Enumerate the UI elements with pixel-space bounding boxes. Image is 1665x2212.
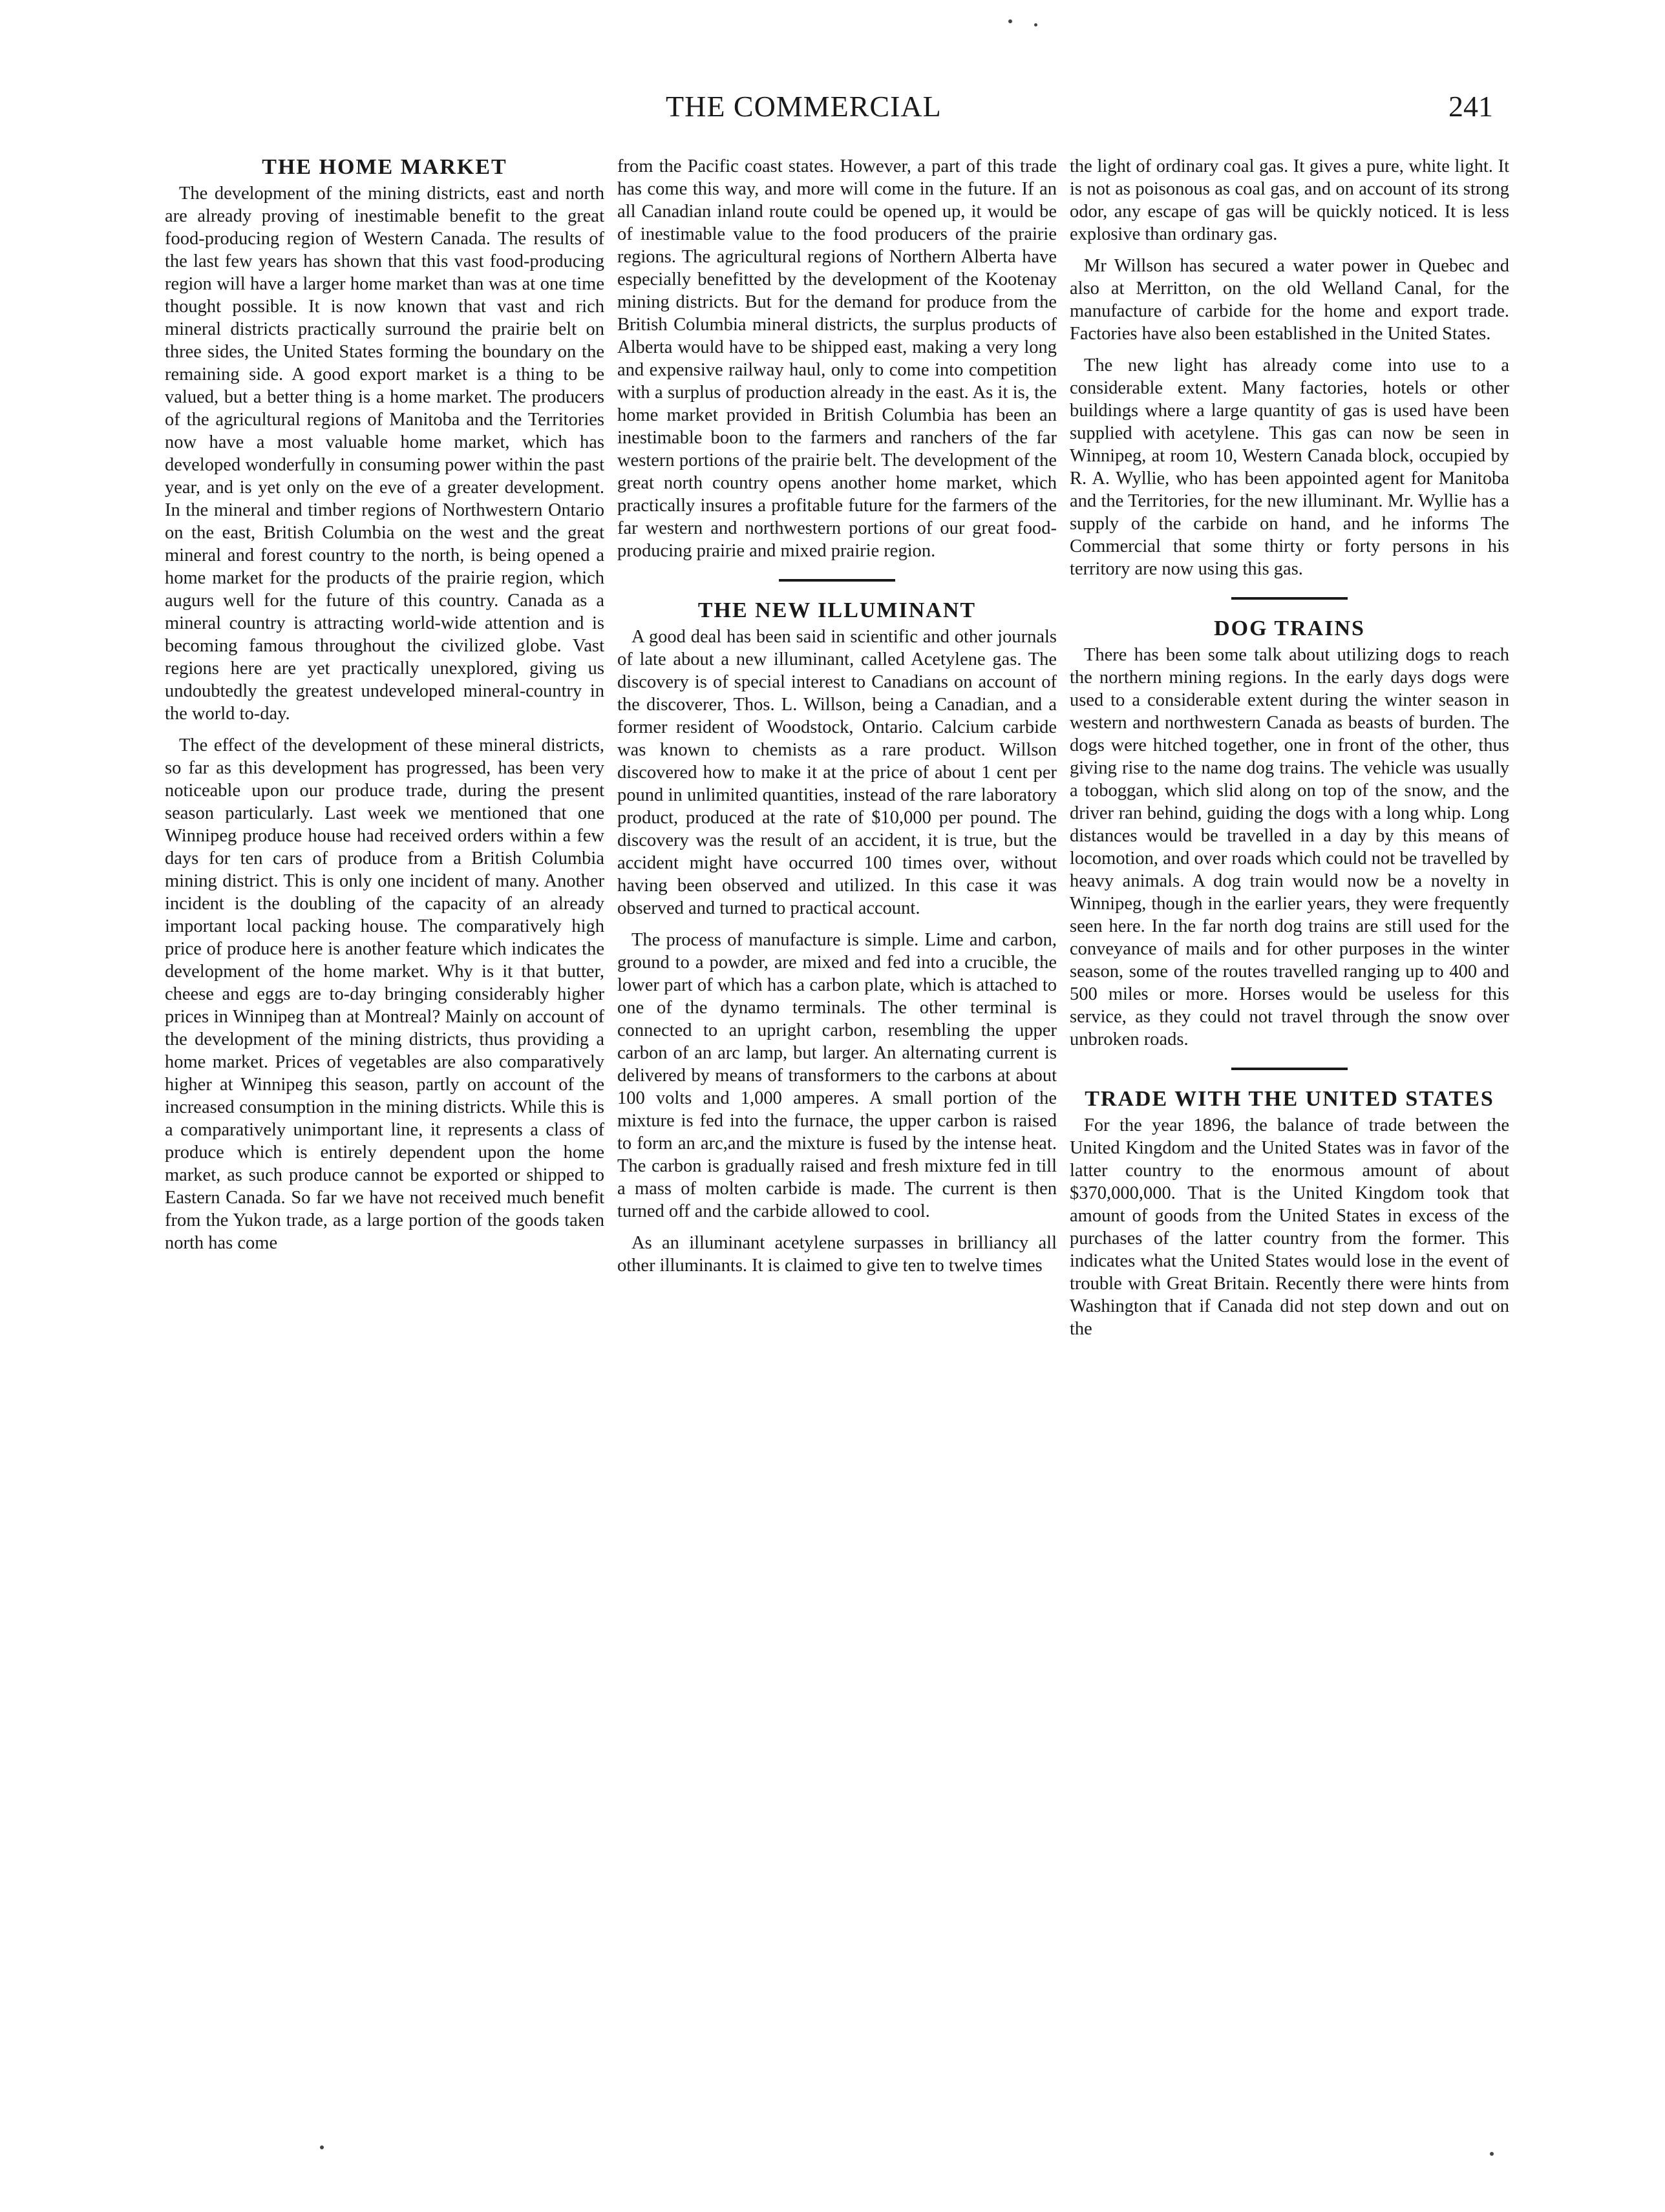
article-dog-trains [1070, 616, 1509, 1051]
section-divider [779, 579, 895, 582]
article-new-illuminant-continued [1070, 155, 1509, 580]
headline-home-market: THE HOME MARKET [262, 155, 507, 179]
paragraph: As an illuminant acetylene surpasses in brilliancy all other illuminants. It is claimed to give ten to twelve times [617, 1233, 1057, 1276]
section-divider [1231, 597, 1348, 600]
paragraph: Mr Willson has secured a water power in Quebec and also at Merritton, on the old Welland Canal, for the manufacture of carbide for the home and export trade. Factories have also been established in the United States. [1070, 256, 1509, 344]
article-trade-us [1070, 1087, 1509, 1340]
paragraph: the light of ordinary coal gas. It gives a pure, white light. It is not as poisonous as coal gas, and on account of its strong odor, any escape of gas will be quickly noticed. It is less explosive than ordinary gas. [1070, 156, 1509, 244]
running-title: THE COMMERCIAL [666, 90, 942, 123]
paragraph: A good deal has been said in scientific and other journals of late about a new illuminant, called Acetylene gas. The discovery is of special interest to Canadians on account of the discoverer, Thos. L. Willson, being a Canadian, and a former resident of Woodstock, Ontario. Calcium carbide was known to chemists as a rare product. Willson discovered how to make it at the price of about 1 cent per pound in unlimited quantities, instead of the rare laboratory product, produced at the rate of $10,000 per pound. The discovery was the result of an accident, it is true, but the accident might have occurred 100 times over, without having been observed and utilized. In this case it was observed and turned to practical account. [617, 627, 1057, 918]
paragraph: There has been some talk about utilizing dogs to reach the northern mining regions. In the early days dogs were used to a considerable extent during the winter season in western and northwestern Canada as beasts of burden. The dogs were hitched together, one in front of the other, thus giving rise to the name dog trains. The vehicle was usually a toboggan, which slid along on top of the snow, and the driver ran behind, guiding the dogs with a long whip. Long distances would be travelled in a day by this means of locomotion, and over roads which could not be travelled by heavy animals. A dog train would now be a novelty in Winnipeg, though in the earlier years, they were frequently seen here. In the far north dog trains are still used for the conveyance of mails and for other purposes in the winter season, some of the routes travelled ranging up to 400 and 500 miles or more. Horses would be useless for this service, as they could not travel through the snow over unbroken roads. [1070, 645, 1509, 1049]
article-home-market-continued [617, 155, 1057, 562]
paragraph: For the year 1896, the balance of trade between the United Kingdom and the United States was in favor of the latter country to the enormous amount of about $370,000,000. That is the United Kingdom took that amount of goods from the United States in excess of the purchases of the latter country from the former. This indicates what the United States would lose in the event of trouble with Great Britain. Recently there were hints from Washington that if Canada did not step down and out on the [1070, 1115, 1509, 1339]
paragraph: The process of manufacture is simple. Lime and carbon, ground to a powder, are mixed and fed into a crucible, the lower part of which has a carbon plate, which is attached to one of the dynamo terminals. The other terminal is connected to an upright carbon, resembling the upper carbon of an arc lamp, but larger. An alternating current is delivered by means of transformers to the carbons at about 100 volts and 1,000 amperes. A small portion of the mixture is fed into the furnace, the upper carbon is raised to form an arc,and the mixture is fused by the intense heat. The carbon is gradually raised and fresh mixture fed in till a mass of molten carbide is made. The current is then turned off and the carbide allowed to cool. [617, 930, 1057, 1221]
scan-speck [1008, 19, 1012, 23]
page-header [646, 89, 1493, 128]
scan-speck [1034, 23, 1037, 26]
article-home-market [165, 155, 604, 1254]
article-new-illuminant [617, 598, 1057, 1277]
paragraph: The development of the mining districts, east and north are already proving of inestimable benefit to the great food-producing region of Western Canada. The results of the last few years has shown that this vast food-producing region will have a larger home market than was at one time thought possible. It is now known that vast and rich mineral districts practically surround the prairie belt on three sides, the United States forming the boundary on the remaining side. A good export market is a thing to be valued, but a better thing is a home market. The producers of the agricultural regions of Manitoba and the Territories now have a most valuable home market, which has developed wonderfully in consuming power within the past year, and is yet only on the eve of a greater development. In the mineral and timber regions of Northwestern Ontario on the east, British Columbia on the west and the great mineral and forest country to the north, is being opened a home market for the products of the prairie region, which augurs well for the future of this country. Canada as a mineral country is attracting world-wide attention and is becoming famous throughout the civilized globe. Vast regions here are yet practically unexplored, giving us undoubtedly the greatest undeveloped mineral-country in the world to-day. [165, 184, 604, 724]
section-divider [1231, 1068, 1348, 1070]
headline-dog-trains: DOG TRAINS [1214, 616, 1365, 640]
page-number: 241 [1448, 90, 1493, 123]
headline-trade-us: TRADE WITH THE UNITED STATES [1085, 1087, 1494, 1111]
paragraph: from the Pacific coast states. However, a part of this trade has come this way, and more will come in the future. If an all Canadian inland route could be opened up, it would be of inestimable value to the food producers of the prairie regions. The agricultural regions of Northern Alberta have especially benefitted by the development of the Kootenay mining districts. But for the demand for produce from the British Columbia mineral districts, the surplus products of Alberta would have to be shipped east, making a very long and expensive railway haul, only to come into competition with a surplus of production already in the east. As it is, the home market provided in British Columbia has been an inestimable boon to the farmers and ranchers of the far western portions of the prairie belt. The development of the great north country opens another home market, which practically insures a profitable future for the farmers of the far western and northwestern portions of our great food-producing prairie and mixed prairie region. [617, 156, 1057, 561]
column-3 [1070, 155, 1509, 1349]
scan-speck [1490, 2152, 1494, 2156]
headline-new-illuminant: THE NEW ILLUMINANT [697, 598, 977, 622]
column-1 [165, 155, 604, 1263]
scan-speck [320, 2145, 324, 2149]
column-2 [617, 155, 1057, 1286]
paragraph: The new light has already come into use to a considerable extent. Many factories, hotels or other buildings where a large quantity of gas is used have been supplied with acetylene. This gas can now be seen in Winnipeg, at room 10, Western Canada block, occupied by R. A. Wyllie, who has been appointed agent for Manitoba and the Territories, for the new illuminant. Mr. Wyllie has a supply of the carbide on hand, and he informs The Commercial that some thirty or forty persons in his territory are now using this gas. [1070, 355, 1509, 579]
paragraph: The effect of the development of these mineral districts, so far as this development has progressed, has been very noticeable upon our produce trade, during the present season particularly. Last week we mentioned that one Winnipeg produce house had received orders within a few days for ten cars of produce from a British Columbia mining district. This is only one incident of many. Another incident is the doubling of the capacity of an already important local packing house. The comparatively high price of produce here is another feature which indicates the development of the home market. Why is it that butter, cheese and eggs are to-day bringing considerably higher prices in Winnipeg than at Montreal? Mainly on account of the development of the mining districts, thus providing a home market. Prices of vegetables are also comparatively higher at Winnipeg this season, partly on account of the increased consumption in the mining districts. While this is a comparatively unimportant line, it represents a class of produce which is entirely dependent upon the home market, as such produce cannot be exported or shipped to Eastern Canada. So far we have not received much benefit from the Yukon trade, as a large portion of the goods taken north has come [165, 735, 604, 1253]
